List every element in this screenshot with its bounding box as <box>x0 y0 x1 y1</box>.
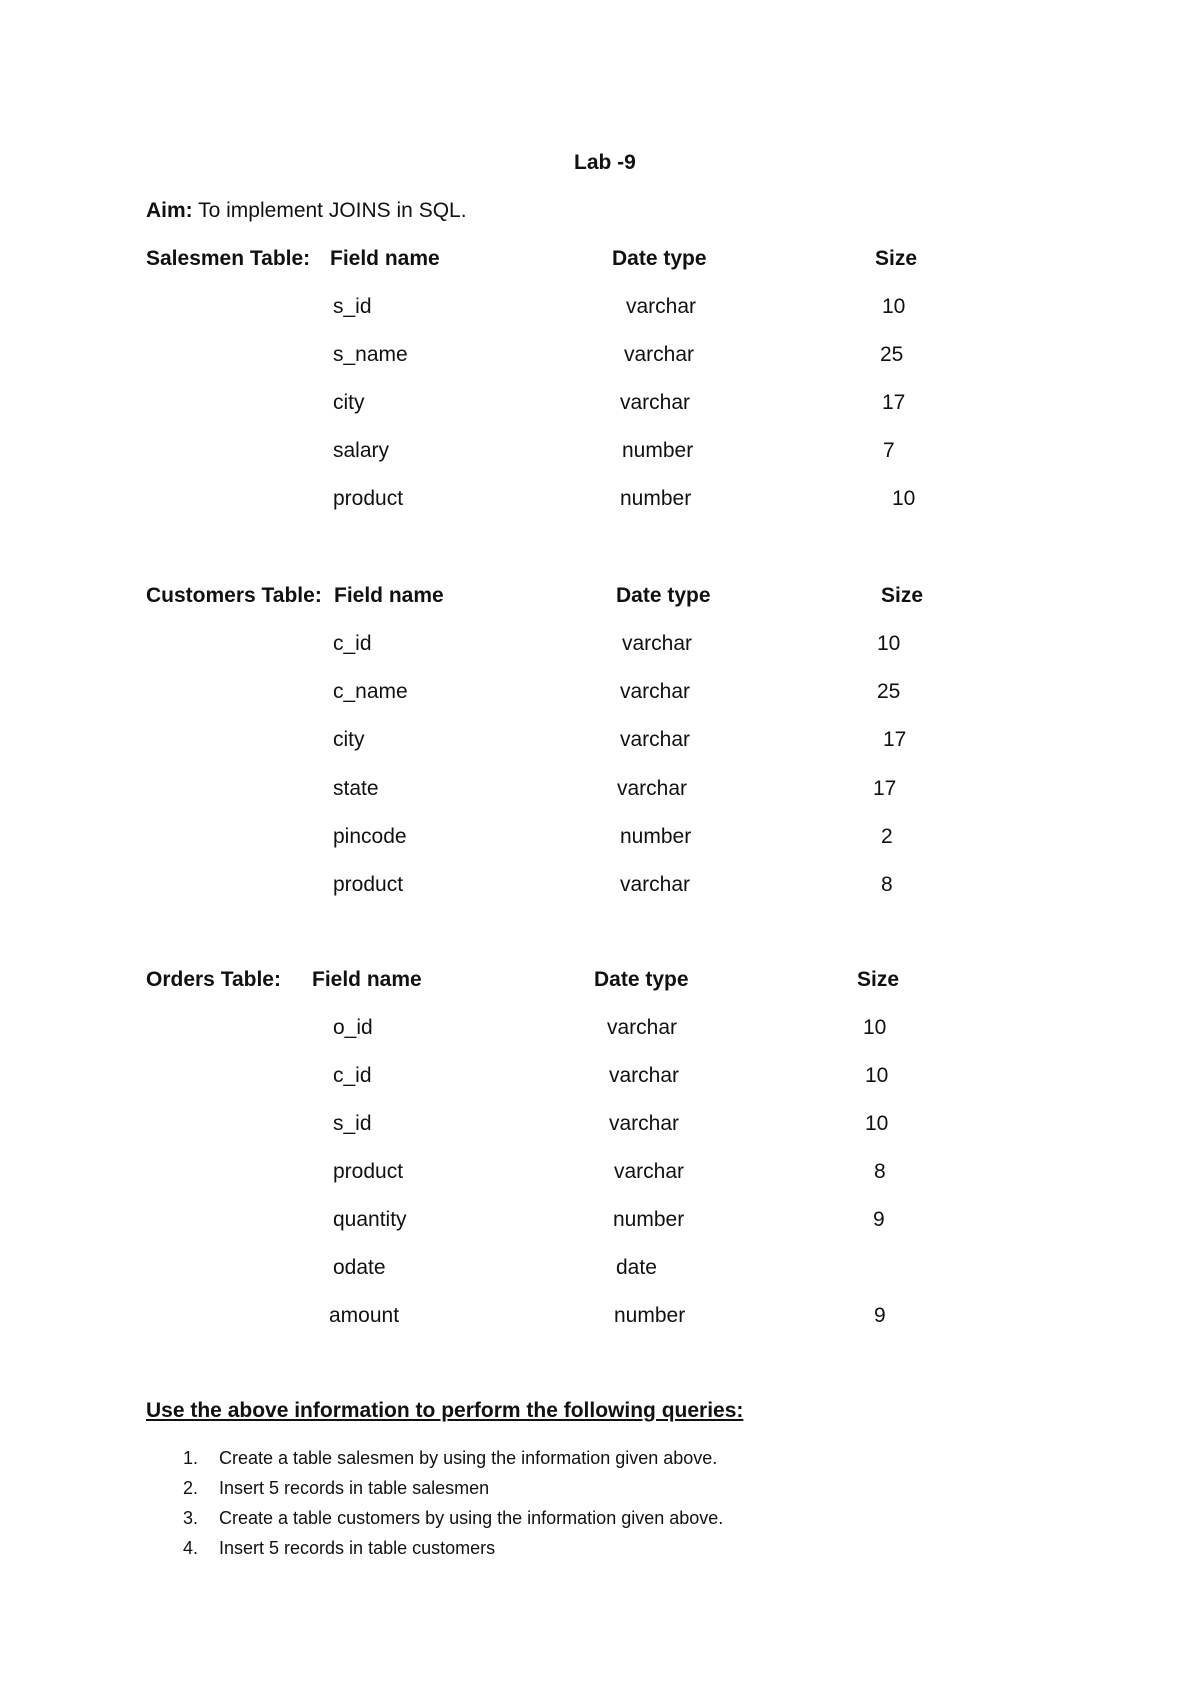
cell-field: city <box>333 391 365 414</box>
aim-line <box>146 200 467 221</box>
cell-size: 8 <box>881 873 893 896</box>
cell-type: varchar <box>607 1016 678 1039</box>
cell-field: city <box>333 728 365 751</box>
cell-size: 25 <box>880 343 904 366</box>
header-field-name: Field name <box>312 968 422 991</box>
cell-type: varchar <box>609 1064 680 1087</box>
list-item-number: 2. <box>183 1478 199 1498</box>
cell-field: product <box>333 873 404 896</box>
cell-field: odate <box>333 1256 386 1279</box>
cell-size: 10 <box>892 487 916 510</box>
cell-field: amount <box>329 1304 400 1327</box>
header-field-name: Field name <box>334 584 444 607</box>
cell-field: c_name <box>333 680 408 703</box>
list-item-number: 3. <box>183 1508 199 1528</box>
cell-field: pincode <box>333 825 407 848</box>
cell-type: varchar <box>620 391 691 414</box>
cell-type: date <box>616 1256 657 1279</box>
header-data-type: Date type <box>616 584 711 607</box>
cell-type: varchar <box>622 632 693 655</box>
list-item <box>183 1449 717 1467</box>
cell-field: c_id <box>333 632 372 655</box>
header-size: Size <box>857 968 900 991</box>
cell-size: 25 <box>877 680 901 703</box>
list-item-number: 4. <box>183 1538 199 1558</box>
cell-type: number <box>620 825 692 848</box>
list-item-text: Insert 5 records in table salesmen <box>219 1478 490 1498</box>
cell-size: 10 <box>882 295 906 318</box>
cell-field: s_id <box>333 1112 372 1135</box>
header-size: Size <box>875 247 918 270</box>
cell-size: 17 <box>883 728 907 751</box>
list-item <box>183 1479 489 1497</box>
cell-size: 9 <box>873 1208 885 1231</box>
cell-type: varchar <box>624 343 695 366</box>
cell-size: 17 <box>873 777 897 800</box>
cell-type: varchar <box>609 1112 680 1135</box>
list-item-text: Insert 5 records in table customers <box>219 1538 496 1558</box>
cell-type: number <box>614 1304 686 1327</box>
cell-field: state <box>333 777 379 800</box>
list-item <box>183 1539 495 1557</box>
table-name: Customers Table: <box>146 584 322 607</box>
cell-field: salary <box>333 439 390 462</box>
cell-field: quantity <box>333 1208 407 1231</box>
cell-field: s_name <box>333 343 408 366</box>
cell-type: varchar <box>614 1160 685 1183</box>
cell-size: 8 <box>874 1160 886 1183</box>
list-item <box>183 1509 723 1527</box>
header-data-type: Date type <box>594 968 689 991</box>
cell-field: s_id <box>333 295 372 318</box>
header-size: Size <box>881 584 924 607</box>
table-name: Salesmen Table: <box>146 247 311 270</box>
cell-type: varchar <box>617 777 688 800</box>
table-name: Orders Table: <box>146 968 281 991</box>
cell-size: 10 <box>877 632 901 655</box>
cell-type: varchar <box>626 295 697 318</box>
cell-size: 10 <box>865 1112 889 1135</box>
cell-size: 10 <box>863 1016 887 1039</box>
cell-field: product <box>333 487 404 510</box>
header-field-name: Field name <box>330 247 440 270</box>
cell-type: varchar <box>620 728 691 751</box>
cell-field: product <box>333 1160 404 1183</box>
aim-text: To implement JOINS in SQL. <box>192 199 467 222</box>
aim-label: Aim: <box>146 199 193 222</box>
list-item-text: Create a table customers by using the information given above. <box>219 1508 724 1528</box>
page-title: Lab -9 <box>574 151 636 174</box>
cell-type: number <box>613 1208 685 1231</box>
cell-size: 10 <box>865 1064 889 1087</box>
list-item-number: 1. <box>183 1448 199 1468</box>
header-data-type: Date type <box>612 247 707 270</box>
cell-size: 9 <box>874 1304 886 1327</box>
cell-type: number <box>622 439 694 462</box>
cell-size: 2 <box>881 825 893 848</box>
queries-heading: Use the above information to perform the following queries: <box>146 1399 744 1422</box>
cell-size: 7 <box>883 439 895 462</box>
cell-type: number <box>620 487 692 510</box>
list-item-text: Create a table salesmen by using the information given above. <box>219 1448 718 1468</box>
cell-type: varchar <box>620 873 691 896</box>
cell-field: o_id <box>333 1016 373 1039</box>
cell-field: c_id <box>333 1064 372 1087</box>
cell-size: 17 <box>882 391 906 414</box>
cell-type: varchar <box>620 680 691 703</box>
